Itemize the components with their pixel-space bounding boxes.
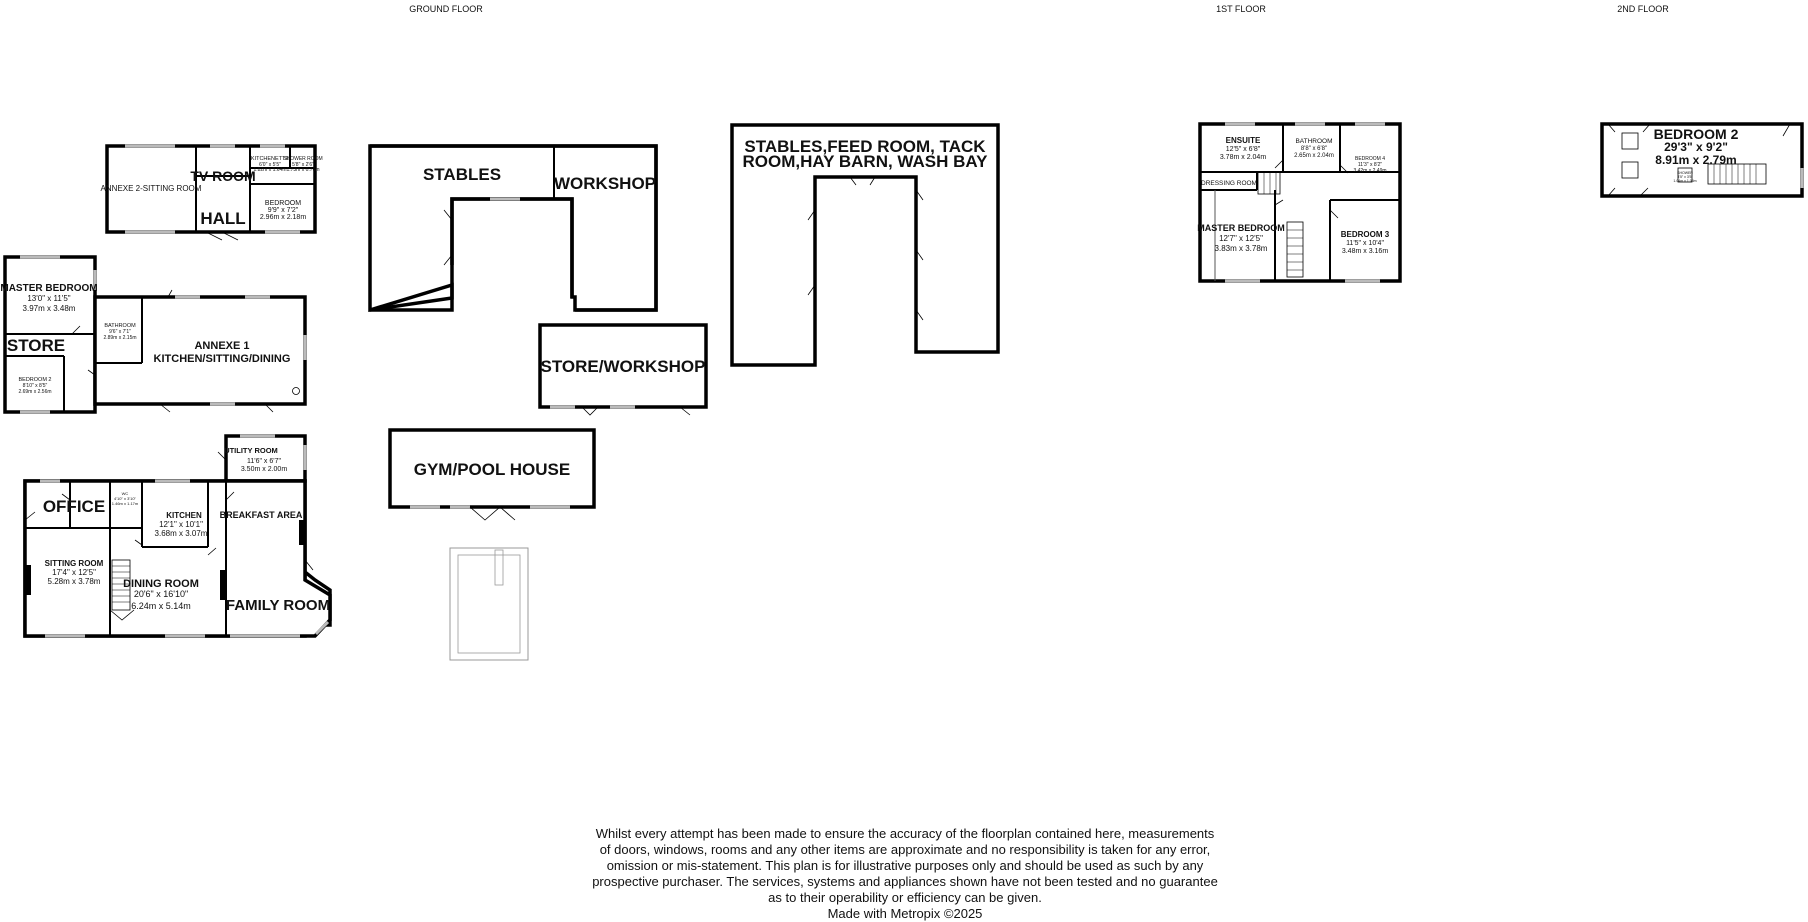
- bedroom4-label: BEDROOM 4: [1354, 156, 1386, 162]
- disclaimer-text: [540, 826, 1270, 922]
- bathroom1-label: BATHROOM: [1295, 138, 1333, 145]
- annexe-2-plan: [101, 146, 323, 240]
- stables-feed-label-line1: STABLES,FEED ROOM, TACK: [744, 137, 986, 156]
- svg-text:1.04m x 1.04m: 1.04m x 1.04m: [1673, 179, 1697, 183]
- svg-text:12'1" x 10'1": 12'1" x 10'1": [159, 520, 203, 529]
- annexe1-master-label: MASTER BEDROOM: [0, 283, 98, 294]
- svg-text:12'7" x 12'5": 12'7" x 12'5": [1219, 234, 1263, 243]
- bedroom2-2nd-label: BEDROOM 2: [1653, 126, 1739, 142]
- tv-room-label: TV ROOM: [190, 168, 256, 184]
- stables-feed-plan: [732, 125, 998, 365]
- svg-text:9'6" x 7'1": 9'6" x 7'1": [109, 329, 131, 335]
- svg-text:4'10" x 3'10": 4'10" x 3'10": [114, 496, 136, 501]
- workshop-label: WORKSHOP: [554, 174, 656, 193]
- svg-text:6'0" x 5'5": 6'0" x 5'5": [259, 162, 281, 168]
- svg-text:3.97m x 3.48m: 3.97m x 3.48m: [22, 304, 76, 313]
- svg-text:3.68m x 3.07m: 3.68m x 3.07m: [154, 529, 208, 538]
- hall-label: HALL: [200, 209, 246, 228]
- svg-text:2.89m x 2.15m: 2.89m x 2.15m: [103, 335, 137, 341]
- svg-text:3.83m x 3.78m: 3.83m x 3.78m: [1214, 244, 1268, 253]
- second-floor-heading: 2ND FLOOR: [1617, 4, 1669, 14]
- svg-text:29'3" x 9'2": 29'3" x 9'2": [1664, 140, 1728, 154]
- annexe1-main-label-line1: ANNEXE 1: [194, 340, 250, 352]
- svg-text:3.78m x 2.04m: 3.78m x 2.04m: [1219, 154, 1267, 161]
- first-floor-plan: [1197, 124, 1400, 281]
- sitting-room-label: SITTING ROOM: [44, 559, 104, 568]
- gym-pool-plan: [390, 430, 594, 660]
- stables-feed-label-line2: ROOM,HAY BARN, WASH BAY: [742, 152, 988, 171]
- office-label: OFFICE: [42, 497, 106, 516]
- disclaimer-line: of doors, windows, rooms and any other items are approximate and no responsibility is taken for any error,: [599, 842, 1211, 857]
- dressing-room-label: DRESSING ROOM: [1201, 180, 1257, 187]
- svg-text:3'5" x 3'5": 3'5" x 3'5": [1677, 175, 1693, 179]
- svg-text:8.91m x 2.79m: 8.91m x 2.79m: [1655, 153, 1737, 167]
- svg-text:3.50m x 2.00m: 3.50m x 2.00m: [240, 466, 288, 473]
- svg-text:11'3" x 8'2": 11'3" x 8'2": [1357, 162, 1383, 168]
- svg-text:2.69m x 2.56m: 2.69m x 2.56m: [18, 389, 52, 395]
- wc-label: WC: [121, 491, 129, 496]
- annexe1-bedroom2-label: BEDROOM 2: [18, 377, 52, 383]
- svg-text:5'8" x 2'6": 5'8" x 2'6": [292, 162, 314, 168]
- annexe1-main-label-line2: KITCHEN/SITTING/DINING: [153, 353, 291, 365]
- breakfast-area-label: BREAKFAST AREA: [219, 510, 303, 520]
- svg-text:5.28m x 3.78m: 5.28m x 3.78m: [47, 577, 101, 586]
- svg-text:8'8" x 6'8": 8'8" x 6'8": [1300, 146, 1328, 152]
- kitchenette-label: KITCHENETTE: [250, 156, 290, 162]
- svg-text:6.24m x 5.14m: 6.24m x 5.14m: [131, 601, 191, 611]
- svg-text:12'5" x 6'8": 12'5" x 6'8": [1225, 146, 1261, 153]
- stables-plan: [370, 146, 656, 310]
- disclaimer-line: Whilst every attempt has been made to ensure the accuracy of the floorplan contained here, measurements: [595, 826, 1215, 841]
- svg-text:17'4" x 12'5": 17'4" x 12'5": [52, 568, 96, 577]
- svg-text:3.48m x 3.16m: 3.48m x 3.16m: [1341, 248, 1389, 255]
- svg-text:2.96m x 2.18m: 2.96m x 2.18m: [259, 214, 307, 221]
- gym-pool-label: GYM/POOL HOUSE: [413, 460, 571, 479]
- annexe-shower-label: SHOWER ROOM: [283, 156, 323, 162]
- metropix-credit: Made with Metropix ©2025: [827, 906, 983, 921]
- store-workshop-label: STORE/WORKSHOP: [540, 357, 706, 376]
- stables-label: STABLES: [422, 165, 502, 184]
- svg-text:11'6" x 6'7": 11'6" x 6'7": [247, 458, 281, 465]
- disclaimer-line: as to their operability or efficiency can be given.: [768, 890, 1042, 905]
- svg-text:13'0" x 11'5": 13'0" x 11'5": [27, 294, 71, 303]
- annexe2-bedroom-label: BEDROOM: [264, 200, 302, 207]
- svg-text:1.73m x 0.76m: 1.73m x 0.76m: [286, 167, 320, 173]
- store-workshop-plan: [540, 325, 706, 415]
- svg-text:8'10" x 8'5": 8'10" x 8'5": [22, 383, 48, 389]
- kitchen-label: KITCHEN: [166, 511, 202, 520]
- bedroom3-label: BEDROOM 3: [1340, 230, 1390, 239]
- svg-text:11'5" x 10'4": 11'5" x 10'4": [1346, 240, 1384, 247]
- disclaimer-line: prospective purchaser. The services, systems and appliances shown have not been tested and no guarantee: [592, 874, 1218, 889]
- ground-floor-heading: GROUND FLOOR: [409, 4, 483, 14]
- svg-text:2.65m x 2.04m: 2.65m x 2.04m: [1294, 153, 1334, 159]
- annexe2-sitting-label: ANNEXE 2-SITTING ROOM: [100, 184, 202, 193]
- svg-text:3.42m x 2.49m: 3.42m x 2.49m: [1353, 168, 1387, 174]
- second-floor-plan: [1602, 124, 1802, 196]
- main-house-ground-plan: [25, 436, 330, 636]
- svg-text:20'6" x 16'10": 20'6" x 16'10": [133, 589, 189, 599]
- annexe1-bathroom-label: BATHROOM: [104, 323, 136, 329]
- svg-text:1.82m x 1.64m: 1.82m x 1.64m: [253, 167, 287, 173]
- svg-text:1.46m x 1.17m: 1.46m x 1.17m: [111, 501, 139, 506]
- svg-text:9'9" x 7'2": 9'9" x 7'2": [267, 207, 299, 214]
- annexe1-store-label: STORE: [6, 336, 66, 355]
- family-room-label: FAMILY ROOM: [225, 597, 331, 614]
- first-floor-heading: 1ST FLOOR: [1216, 4, 1266, 14]
- disclaimer-line: omission or mis-statement. This plan is for illustrative purposes only and should be used as such by any: [606, 858, 1204, 873]
- utility-room-label: UTILITY ROOM: [224, 446, 278, 455]
- top-shower-label: SHOWER: [1677, 171, 1693, 175]
- ensuite-label: ENSUITE: [1225, 136, 1261, 145]
- master-bedroom-1st-label: MASTER BEDROOM: [1197, 223, 1285, 233]
- dining-room-label: DINING ROOM: [123, 578, 199, 590]
- annexe-1-plan: [0, 257, 305, 412]
